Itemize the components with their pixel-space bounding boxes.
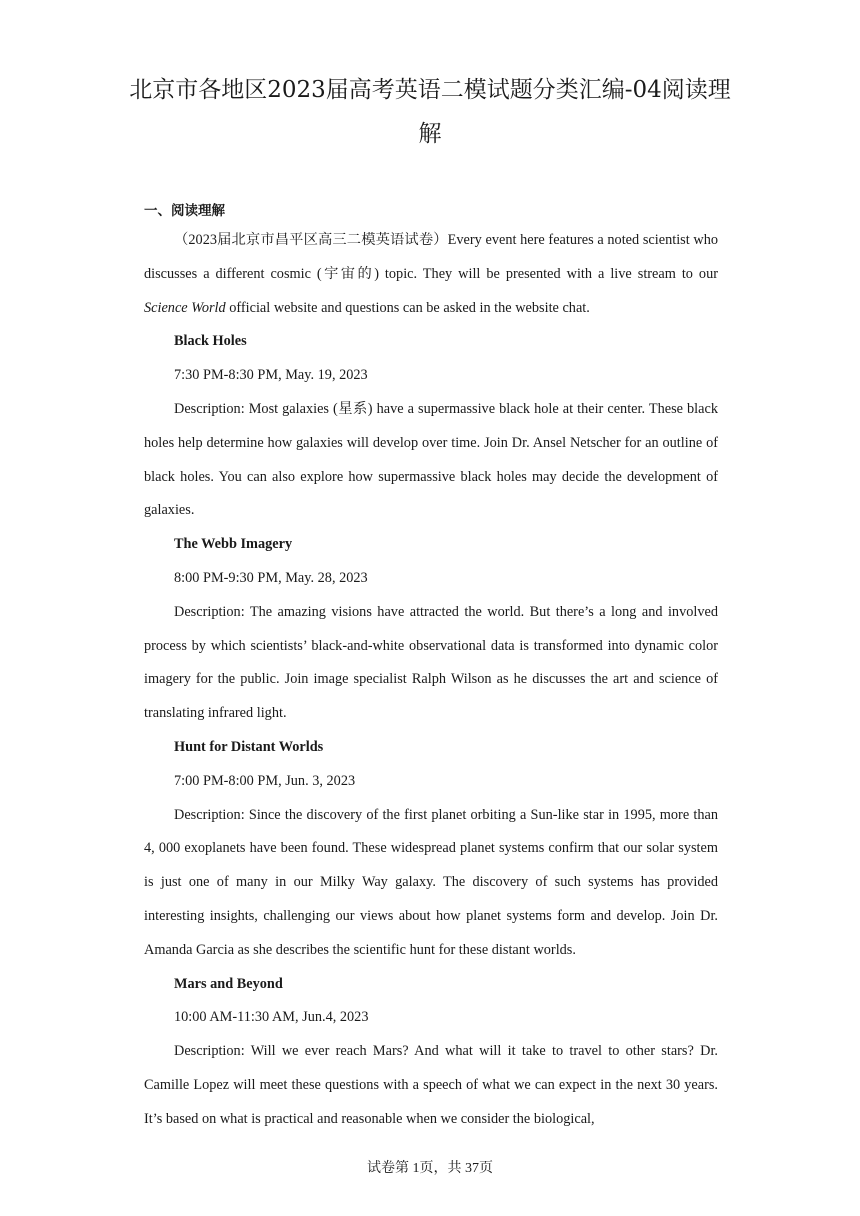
intro-text-end: official website and questions can be asked in the website chat.	[225, 299, 590, 316]
document-title: 北京市各地区2023届高考英语二模试题分类汇编-04阅读理解	[129, 77, 731, 147]
intro-paragraph	[144, 224, 718, 325]
event-name: The Webb Imagery	[174, 536, 293, 553]
intro-italic-title: Science World	[144, 299, 226, 316]
event-name: Hunt for Distant Worlds	[174, 738, 324, 755]
intro-text: Every event here features a noted scientist who discusses a different cosmic (宇宙的) topic. They will be presented with a live stream to our	[144, 232, 719, 282]
event-description: Description: Since the discovery of the first planet orbiting a Sun-like star in 1995, more than 4, 000 exoplanets have been found. These widespread planet systems confirm that our solar system is just one of many in our Milky Way galaxy. The discovery of such systems has provided interesting insights, challenging our views about how planet systems form and develop. Join Dr. Amanda Garcia as she describes the scientific hunt for these distant worlds.	[144, 806, 718, 958]
event-name: Black Holes	[174, 333, 247, 350]
event-time: 8:00 PM-9:30 PM, May. 28, 2023	[174, 569, 368, 586]
section-heading: 一、阅读理解	[144, 203, 225, 219]
event-description: Description: The amazing visions have attracted the world. But there’s a long and involved process by which scientists’ black-and-white observational data is transformed into dynamic color imagery for the public. Join image specialist Ralph Wilson as he discusses the art and science of translating infrared light.	[144, 603, 718, 722]
intro-source: （2023届北京市昌平区高三二模英语试卷）	[174, 232, 448, 248]
event-time: 10:00 AM-11:30 AM, Jun.4, 2023	[174, 1009, 369, 1026]
event-time: 7:00 PM-8:00 PM, Jun. 3, 2023	[174, 772, 356, 789]
document-body	[144, 198, 718, 1137]
event-description: Description: Most galaxies (星系) have a supermassive black hole at their center. These black holes help determine how galaxies will develop over time. Join Dr. Ansel Netscher for an outline of black holes. You can also explore how supermassive black holes may decide the development of galaxies.	[144, 400, 718, 519]
event-name: Mars and Beyond	[174, 975, 283, 992]
event-description: Description: Will we ever reach Mars? And what will it take to travel to other stars? Dr. Camille Lopez will meet these questions with a speech of what we can expect in the next 30 years. It’s based on what is practical and reasonable when we consider the biological,	[144, 1043, 718, 1127]
event-time: 7:30 PM-8:30 PM, May. 19, 2023	[174, 367, 368, 384]
page-footer: 试卷第 1页，共 37页	[367, 1161, 493, 1176]
